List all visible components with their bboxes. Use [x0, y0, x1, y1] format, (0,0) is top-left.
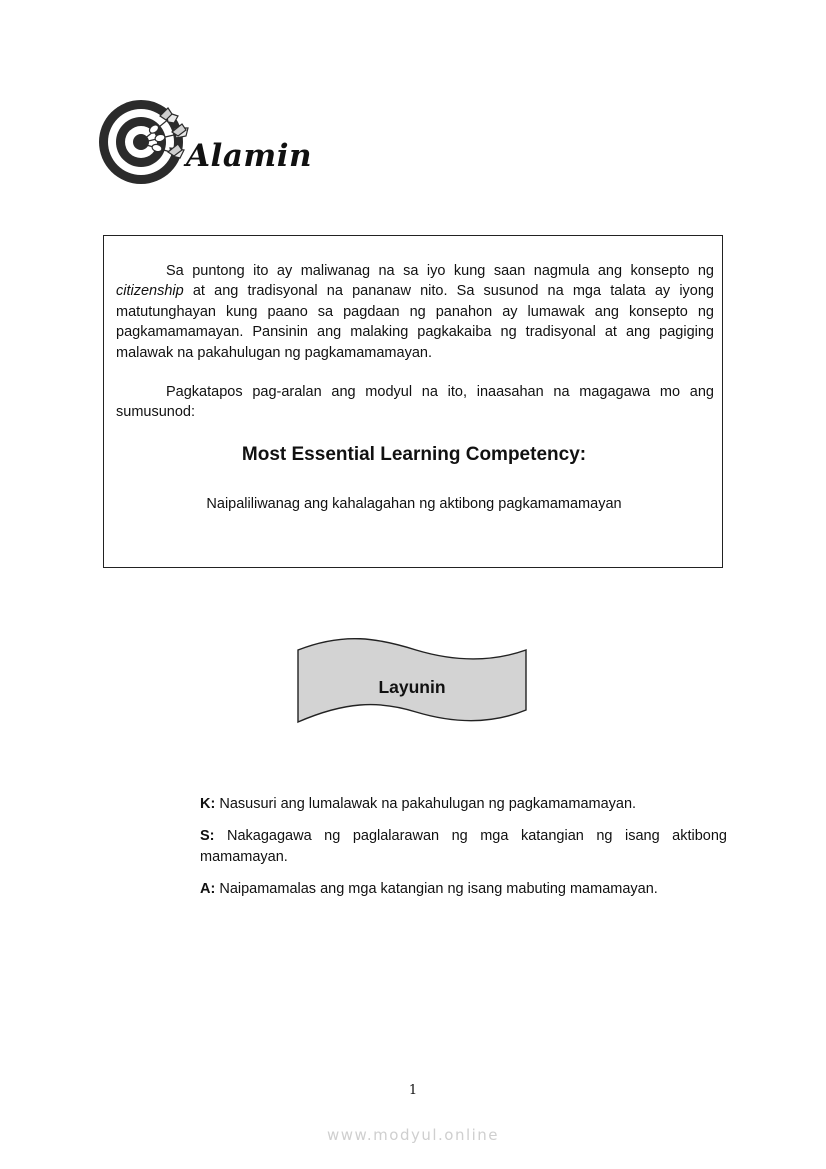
introduction-box: [103, 235, 723, 568]
objective-knowledge: [200, 794, 727, 814]
objective-skill: [200, 826, 727, 867]
intro-paragraph-2: Pagkatapos pag-aralan ang modyul na ito, inaasahan na magagawa mo ang sumusunod:: [116, 384, 714, 421]
competency-heading: Most Essential Learning Competency:: [241, 444, 587, 465]
objectives-list: [200, 794, 727, 912]
emphasized-term: citizenship: [116, 283, 184, 300]
page-number: 1: [408, 1083, 418, 1098]
objective-text: Naipamamalas ang mga katangian ng isang mabuting mamamayan.: [215, 881, 658, 898]
objective-attitude: [200, 879, 727, 899]
objectives-banner: [296, 636, 530, 726]
section-header: [98, 98, 338, 188]
objective-key: S:: [200, 828, 215, 845]
objective-key: K:: [200, 796, 216, 812]
watermark: www.modyul.online: [326, 1126, 500, 1144]
target-with-darts-icon: [98, 98, 193, 190]
banner-label: Layunin: [378, 677, 446, 697]
intro-text-start: Sa puntong ito ay maliwanag na sa iyo kung saan nagmula ang konsepto ng: [166, 263, 714, 279]
objective-key: A:: [200, 881, 216, 898]
competency-text: Naipaliliwanag ang kahalagahan ng aktibong pagkamamamayan: [206, 496, 622, 512]
objective-text: Nakagagawa ng paglalarawan ng mga katangian ng isang aktibong mamamayan.: [200, 828, 727, 865]
objective-text: Nasusuri ang lumalawak na pakahulugan ng pagkamamamayan.: [215, 796, 637, 812]
section-title: Alamin: [186, 138, 313, 174]
intro-text-end: at ang tradisyonal na pananaw nito. Sa susunod na mga talata ay iyong matutunghayan kung paano sa pagdaan ng panahon ay lumawak ang konsepto ng pagkamamamayan. Pansinin ang malaking pagkakaiba ng tradisyonal at ang pagiging malawak na pakahulugan ng pagkamamamayan.: [116, 283, 714, 361]
intro-paragraph-1: [116, 261, 714, 363]
